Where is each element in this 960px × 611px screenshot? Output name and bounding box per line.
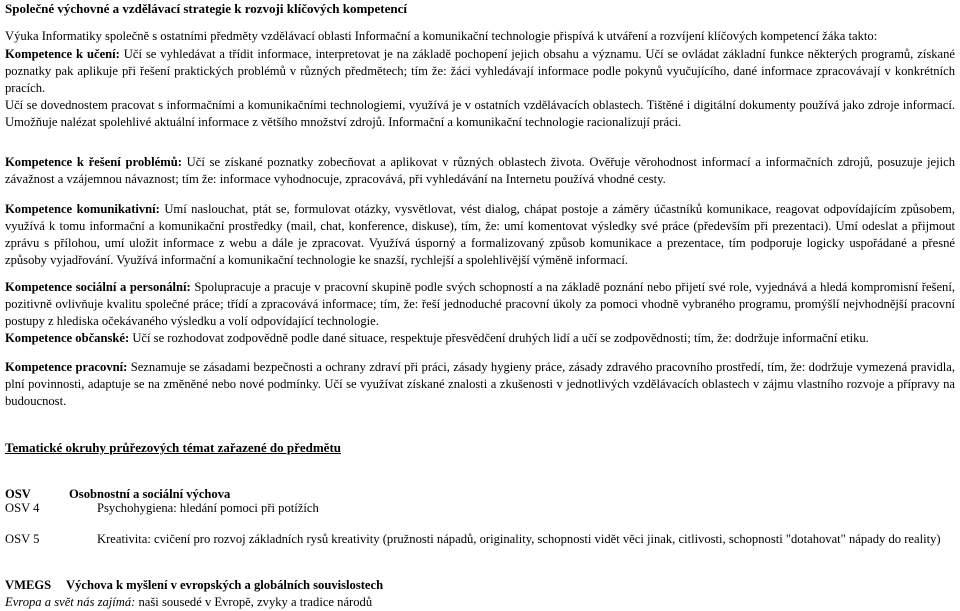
- competence-work: [5, 359, 955, 410]
- vmegs-topic-text: naši sousedé v Evropě, zvyky a tradice národů: [135, 595, 373, 609]
- competence-text: Učí se vyhledávat a třídit informace, interpretovat je na základě pochopení jejich obsahu a významu. Učí se ovládat základní funkce některých programů, získané poznatky pak aplikuje při řešení praktických problémů v různých předmětech; tím že: žáci vyhledávají informace podle pokynů vyučujícího, dané informace zpracovávají v konkrétních pracích.: [5, 47, 955, 95]
- competence-label: Kompetence k řešení problémů:: [5, 155, 182, 169]
- osv-5-text: Kreativita: cvičení pro rozvoj základních rysů kreativity (pružnosti nápadů, originality, schopnosti vidět věci jinak, citlivosti, schopnosti "dotahovat" nápady do reality): [97, 532, 941, 546]
- competence-problem-solving: [5, 154, 955, 188]
- osv-title: Osobnostní a sociální výchova: [69, 487, 231, 501]
- osv-5-code: OSV 5: [5, 532, 40, 546]
- competence-label: Kompetence k učení:: [5, 47, 120, 61]
- intro-paragraph: Výuka Informatiky společně s ostatními předměty vzdělávací oblasti Informační a komunikační technologie přispívá k utváření a rozvíjení klíčových kompetencí žáka takto:: [5, 29, 878, 43]
- topics-heading: Tematické okruhy průřezových témat zařazené do předmětu: [5, 440, 342, 455]
- competence-label: Kompetence občanské:: [5, 331, 130, 345]
- vmegs-code: VMEGS: [5, 578, 52, 592]
- competence-text: Seznamuje se zásadami bezpečnosti a ochrany zdraví při práci, zásady hygieny práce, zásady zdravého pracovního prostředí, tím, že: dodržuje vymezená pravidla, plní povinnosti, adaptuje se na změněné nebo nové podmínky. Učí se využívat získané znalosti a zkušenosti v jednotlivých vzdělávacích oblastech v zájmu vlastního rozvoje a přípravy na budoucnost.: [5, 360, 955, 408]
- osv-code: OSV: [5, 487, 31, 501]
- vmegs-topic-line: [5, 594, 372, 611]
- competence-text-continued: Učí se dovednostem pracovat s informačními a komunikačními technologiemi, využívá je v ostatních vzdělávacích oblastech. Tištěné i digitální dokumenty používá jako zdroje informací. Umožňuje nalézat spolehlivé aktuální informace z většího množství zdrojů. Informační a komunikační technologie racionalizují práci.: [5, 98, 955, 129]
- competence-text: Spolupracuje a pracuje v pracovní skupině podle svých schopností a na základě poznání nebo přijetí své role, vyjednává a hledá kompromisní řešení, pozitivně ovlivňuje kvalitu společné práce; třídí a zpracovává informace; tím, že: řeší jednoduché pracovní úkoly za pomoci vhodně vybraného programu, promýšlí nejvhodnější pracovní postupy z hlediska očekávaného výsledku a volí odpovídající technologie.: [5, 280, 955, 328]
- competence-label: Kompetence sociální a personální:: [5, 280, 191, 294]
- osv-4-text: Psychohygiena: hledání pomoci při potížích: [97, 501, 319, 515]
- competence-text: Umí naslouchat, ptát se, formulovat otázky, vysvětlovat, vést dialog, chápat postoje a záměry účastníků komunikace, reagovat odpovídajícím způsobem, využívá k tomu informační a komunikační prostředky (mail, chat, konference, diskuse), tím, že: umí komentovat výsledky své práce (především při prezentaci). Umí odeslat a přijmout zprávu s přílohou, umí uložit informace z webu a dále je zpracovat. Využívá úsporný a formalizovaný způsob komunikace a prezentace, tím podporuje logicky uspořádané a přesné způsoby vyjadřování. Využívá informační a komunikační technologie ke snazší, rychlejší a spolehlivější výměně informací.: [5, 202, 955, 267]
- competence-text: Učí se rozhodovat zodpovědně podle dané situace, respektuje přesvědčení druhých lidí a učí se zodpovědnosti; tím, že: dodržuje informační etiku.: [129, 331, 869, 345]
- competence-social-personal: [5, 279, 955, 330]
- vmegs-title: Výchova k myšlení v evropských a globálních souvislostech: [66, 578, 384, 592]
- competence-learning: [5, 46, 955, 131]
- competence-civic: [5, 330, 955, 347]
- competence-communicative: [5, 201, 955, 269]
- osv-4-code: OSV 4: [5, 501, 40, 515]
- competence-label: Kompetence komunikativní:: [5, 202, 160, 216]
- competence-label: Kompetence pracovní:: [5, 360, 128, 374]
- page-heading: Společné výchovné a vzdělávací strategie k rozvoji klíčových kompetencí: [5, 1, 407, 16]
- vmegs-topic-label: Evropa a svět nás zajímá:: [5, 595, 136, 609]
- competence-text: Učí se získané poznatky zobecňovat a aplikovat v různých oblastech života. Ověřuje věrohodnost informací a informačních zdrojů, posuzuje jejich závažnost a vzájemnou návaznost; tím že: informace vyhodnocuje, zpracovává, při vyhledávání na Internetu používá vhodné cesty.: [5, 155, 955, 186]
